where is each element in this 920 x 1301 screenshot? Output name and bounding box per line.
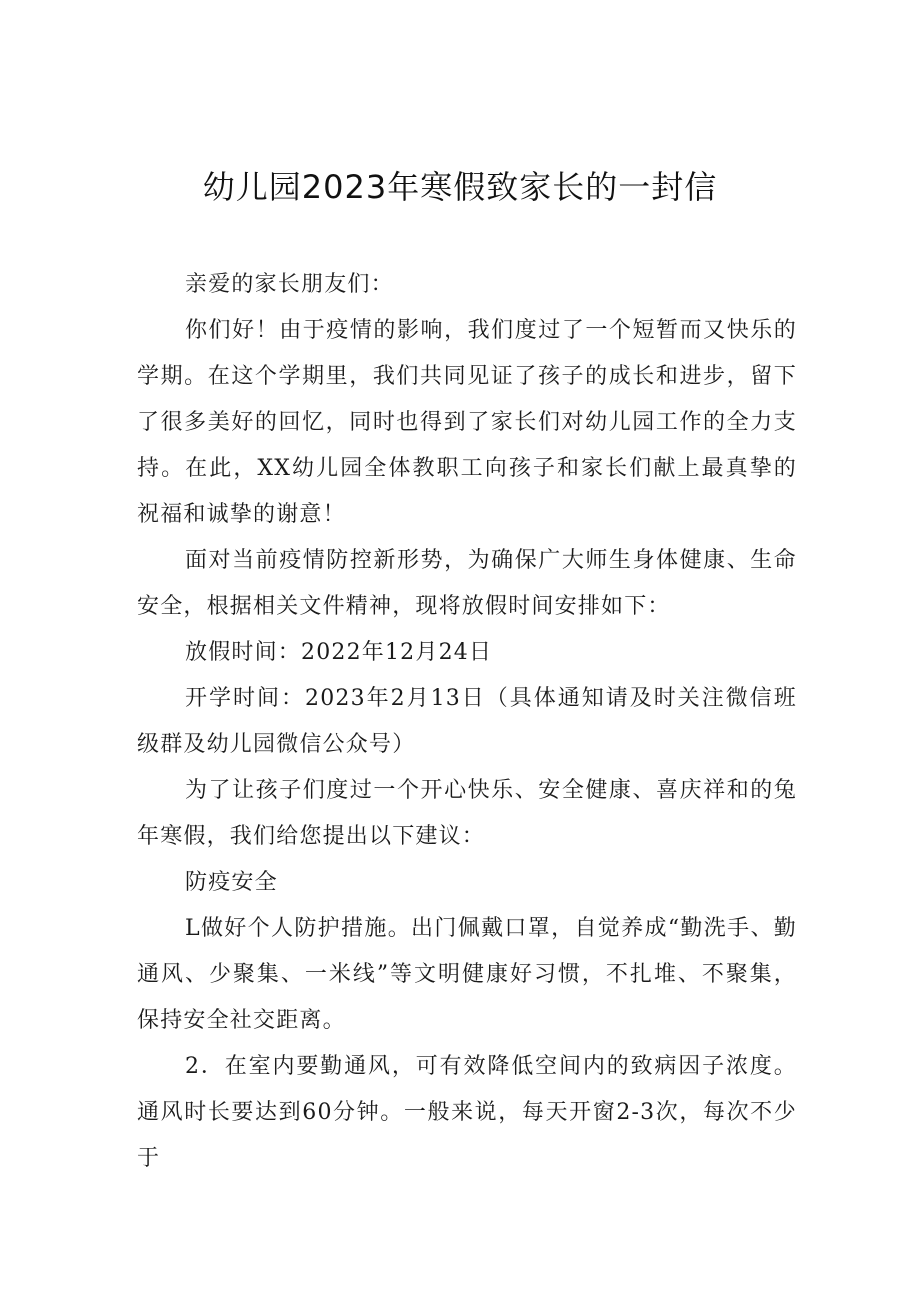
holiday-start-date: 放假时间：2022年12月24日 xyxy=(185,640,493,665)
paragraph-arrangement: 面对当前疫情防控新形势，为确保广大师生身体健康、生命安全，根据相关文件精神，现将放假时间安排如下： xyxy=(137,548,797,619)
paragraph-suggestions: 为了让孩子们度过一个开心快乐、安全健康、喜庆祥和的兔年寒假，我们给您提出以下建议： xyxy=(137,778,797,849)
list-item-2: 2．在室内要勤通风，可有效降低空间内的致病因子浓度。通风时长要达到60分钟。一般来说，每天开窗2-3次，每次不少于 xyxy=(137,1054,797,1171)
list-item-1: L做好个人防护措施。出门佩戴口罩，自觉养成“勤洗手、勤通风、少聚集、一米线”等文明健康好习惯，不扎堆、不聚集，保持安全社交距离。 xyxy=(137,916,797,1033)
paragraph-intro: 你们好！由于疫情的影响，我们度过了一个短暂而又快乐的学期。在这个学期里，我们共同见证了孩子的成长和进步，留下了很多美好的回忆，同时也得到了家长们对幼儿园工作的全力支持。在此，XX幼儿园全体教职工向孩子和家长们献上最真挚的祝福和诚挚的谢意！ xyxy=(137,318,797,527)
section-heading-epidemic-safety: 防疫安全 xyxy=(185,870,278,895)
greeting: 亲爱的家长朋友们： xyxy=(185,272,394,297)
document-title: 幼儿园2023年寒假致家长的一封信 xyxy=(202,168,718,206)
school-start-date: 开学时间：2023年2月13日（具体通知请及时关注微信班级群及幼儿园微信公众号） xyxy=(137,686,797,757)
letter-body xyxy=(137,262,797,1182)
